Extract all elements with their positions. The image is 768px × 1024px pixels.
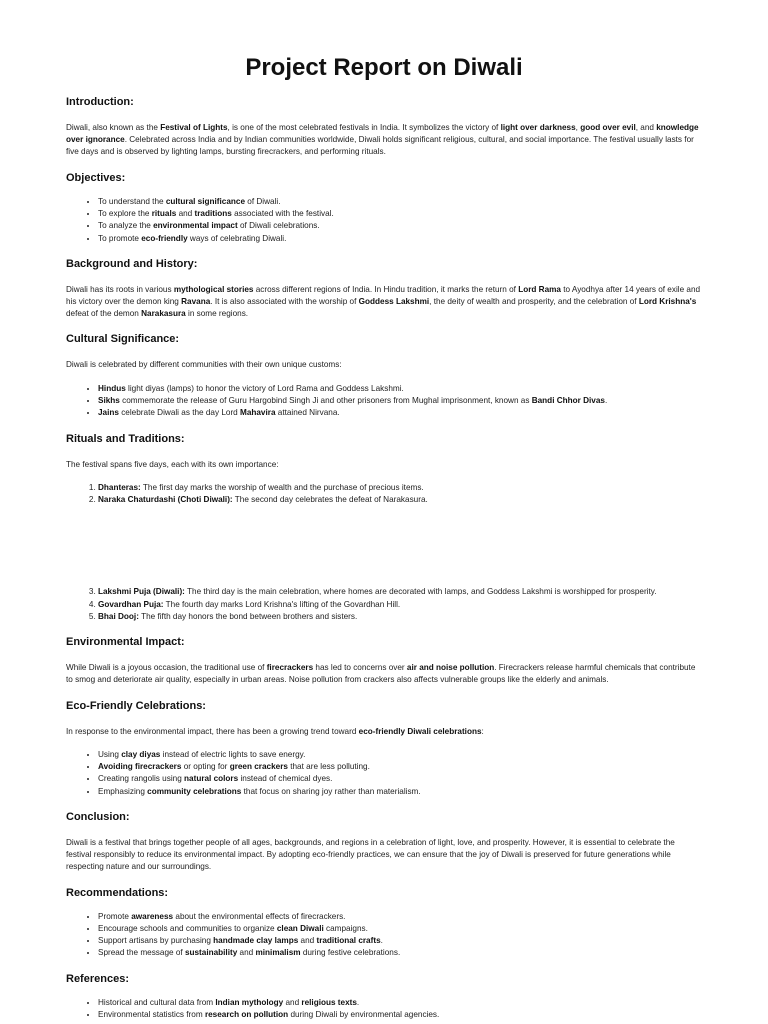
list-item: • To analyze the environmental impact of Diwali celebrations. [98,220,702,232]
cultural-intro: Diwali is celebrated by different communities with their own unique customs: [66,360,342,370]
list-item: • Jains celebrate Diwali as the day Lord Mahavira attained Nirvana. [98,407,702,419]
list-item: • Spread the message of sustainability and minimalism during festive celebrations. [98,947,702,959]
blank-gap [66,506,702,586]
list-item: • Using clay diyas instead of electric lights to save energy. [98,749,702,761]
rituals-intro: The festival spans five days, each with its own importance: [66,459,279,469]
references-list [66,997,702,1022]
list-item: • To understand the cultural significance of Diwali. [98,196,702,208]
rituals-heading: Rituals and Traditions: [66,432,185,445]
objectives-list [66,196,702,245]
environment-heading: Environmental Impact: [66,636,185,649]
list-item: • Avoiding firecrackers or opting for green crackers that are less polluting. [98,761,702,773]
list-item: • Creating rangolis using natural colors instead of chemical dyes. [98,773,702,785]
list-item: • Sikhs commemorate the release of Guru Hargobind Singh Ji and other prisoners from Mughal imprisonment, known as Bandi Chhor Divas. [98,395,702,407]
list-item: 2. Naraka Chaturdashi (Choti Diwali): The second day celebrates the defeat of Narakasura. [98,494,702,506]
list-item: • Encourage schools and communities to organize clean Diwali campaigns. [98,923,702,935]
conclusion-paragraph: Diwali is a festival that brings together people of all ages, backgrounds, and regions in a celebration of light, love, and prosperity. However, it is essential to celebrate the festival responsibly to reduce its environmental impact. By adopting eco-friendly practices, we can ensure that the joy of Diwali is preserved for future generations while respecting nature and our surroundings. [66,837,675,872]
rituals-list-part2 [66,586,702,623]
environment-paragraph: While Diwali is a joyous occasion, the traditional use of firecrackers has led to concerns over air and noise pollution. Firecrackers release harmful chemicals that contribute to smog and deteriorate air quality, especially in urban areas. Noise pollution from crackers also affects vulnerable groups like the elderly and animals. [66,663,696,685]
list-item: 1. Dhanteras: The first day marks the worship of wealth and the purchase of precious items. [98,482,702,494]
intro-paragraph: Diwali, also known as the Festival of Lights, is one of the most celebrated festivals in India. It symbolizes the victory of light over darkness, good over evil, and knowledge over ignorance. Celebrated across India and by Indian communities worldwide, Diwali holds significant religious, cultural, and social importance. The festival usually lasts for five days and is observed by lighting lamps, bursting firecrackers, and performing rituals. [66,123,699,157]
intro-heading: Introduction: [66,96,134,108]
list-item: • To explore the rituals and traditions associated with the festival. [98,208,702,220]
recommendations-heading: Recommendations: [66,886,169,899]
list-item: • Support artisans by purchasing handmade clay lamps and traditional crafts. [98,935,702,947]
background-paragraph: Diwali has its roots in various mythological stories across different regions of India. In Hindu tradition, it marks the return of Lord Rama to Ayodhya after 14 years of exile and his victory over the demon king Ravana. It is also associated with the worship of Goddess Lakshmi, the deity of wealth and prosperity, and the celebration of Lord Krishna's defeat of the demon Narakasura in some regions. [66,284,701,319]
page-title: Project Report on Diwali [245,54,523,81]
objectives-heading: Objectives: [66,171,126,184]
list-item: • Promote awareness about the environmental effects of firecrackers. [98,911,702,923]
background-heading: Background and History: [66,257,198,270]
eco-intro: In response to the environmental impact, there has been a growing trend toward eco-friendly Diwali celebrations: [66,726,484,736]
conclusion-heading: Conclusion: [66,810,130,823]
list-item: 5. Bhai Dooj: The fifth day honors the bond between brothers and sisters. [98,611,702,623]
list-item: 3. Lakshmi Puja (Diwali): The third day is the main celebration, where homes are decorated with lamps, and Goddess Lakshmi is worshipped for prosperity. [98,586,702,598]
list-item: • Emphasizing community celebrations that focus on sharing joy rather than materialism. [98,786,702,798]
list-item: • Environmental statistics from research on pollution during Diwali by environmental agencies. [98,1009,702,1021]
eco-heading: Eco-Friendly Celebrations: [66,699,206,712]
eco-list [66,749,702,798]
cultural-heading: Cultural Significance: [66,333,180,346]
list-item: • To promote eco-friendly ways of celebrating Diwali. [98,233,702,245]
rituals-list-part1 [66,482,702,507]
cultural-list [66,383,702,420]
recommendations-list [66,911,702,960]
list-item: • Hindus light diyas (lamps) to honor the victory of Lord Rama and Goddess Lakshmi. [98,383,702,395]
list-item: • Historical and cultural data from Indian mythology and religious texts. [98,997,702,1009]
list-item: 4. Govardhan Puja: The fourth day marks Lord Krishna's lifting of the Govardhan Hill. [98,599,702,611]
references-heading: References: [66,972,129,985]
